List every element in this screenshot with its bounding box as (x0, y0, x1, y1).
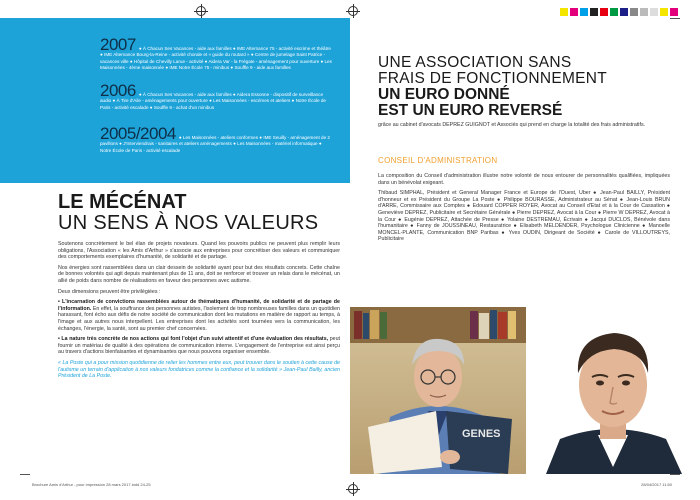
title-line: UNE ASSOCIATION SANS (378, 54, 572, 71)
registration-mark-left (196, 6, 206, 16)
timeline-text: ● Les Maisonnées - ateliers conformes ● IME Seuilly - aménagement de 2 pavillons ● J'Interviendrais - sanitaires et ateliers aménagements ● Les Maisonnées - matériel informatique ● Notre École de Paris - activité escalade (100, 135, 330, 153)
conseil-body (378, 173, 670, 247)
mecenat-body (58, 241, 340, 384)
bullet-text: peut fournir un matériau de qualité à des opérations de communication interne. L'engagement de l'entreprise est ainsi perçu au travers d'actions bienfaisantes et dynamisantes que nous pouvons organiser ensemble. (58, 336, 340, 356)
quote-la-poste: « La Poste qui a pour mission quotidienne de relier les hommes entre eux, peut trouver dans le soutien à cette cause de l'autisme un terrain d'application à nos valeurs fondatrices comme la confiance et la solidarité » Jean-Paul Bailly, ancien Président de La Poste. (58, 359, 340, 380)
footer-timestamp: 28/04/2017 11:50 (641, 482, 672, 487)
mecenat-title (58, 192, 338, 234)
association-title (378, 55, 678, 129)
timeline-year: 2006 (100, 81, 136, 100)
timeline-year: 2005/2004 (100, 124, 176, 143)
board-members-list: Thibaud SIMPHAL, Président et General Manager France et Europe de l'Ouest, Uber ● Jean-Paul BAILLY, Président d'honneur et ex Président du Groupe La Poste ● Philippe BOURASSE, Administrateur au Sénat ● Jean-Louis BRUN d'ARRE, Commissaire aux Comptes ● Edouard COPPER ROYER, Avocat au Conseil d'Etat et à la Cour de Cassation ● Geneviève DEPREZ, Publicitaire et Secrétaire Générale ● Pierre DEPREZ, Avocat à la Cour ● Pierre W DEPREZ, Avocat à la Cour ● Eugénie DEPREZ, Attachée de Presse ● Yolaine DESTREMAU, Écrivain ● Jacqui DUCLOS, Bénévole dans l'humanitaire ● Fanny de JOUSSINEAU, Restauratrice ● Elisabeth MELDENDER, Psychologue Clinicienne ● Manoelle MONCEL-PLANTE, Communication BNP Paribas ● Yves OUDIN, Dirigeant de Société ● Carole de VILLOUTREYS, Publicitaire (378, 190, 670, 243)
title-subtitle: grâce au cabinet d'avocats DEPREZ GUIGNOT et Associés qui prend en charge la totalité des frais administratifs. (378, 122, 646, 128)
title-bold-line: LE MÉCÉNAT (58, 191, 187, 213)
photo-reading-man (350, 307, 526, 474)
photo-portrait-man (526, 307, 700, 474)
title-bold-line: UN EURO DONNÉ (378, 86, 510, 103)
print-footer (32, 482, 672, 487)
timeline-entry (100, 35, 332, 72)
bullet-paragraph (58, 336, 340, 356)
paragraph: Deux dimensions peuvent être privilégiées : (58, 288, 161, 295)
title-bold-line: EST UN EURO REVERSÉ (378, 102, 563, 119)
bullet-text: En effet, la souffrance des personnes autistes, l'isolement de trop nombreuses familles dans un quotidien harassant, font écho aux défis de notre société de communication dont les mutations en matière de rapport au temps, à l'image et aux autres nous interpellent. Les entreprises dont les activités sont tournées vers la communication, les échanges, l'énergie, la santé, sont au premier chef concernées. (58, 305, 340, 332)
paragraph: Nos énergies sont rassemblées dans un clair dessein de solidarité ayant pour but des résultats concrets. Cette chaîne de bonnes volontés qui agit depuis maintenant plus de 11 ans, doit se renforcer et trouver un relais dans le mécénat, un allié de poids dans nombre de réalisations en faveur des personnes avec autisme. (58, 264, 340, 284)
timeline-entry (100, 81, 332, 111)
timeline-year: 2007 (100, 35, 136, 54)
bullet-heading: • La nature très concrète de nos actions qui font l'objet d'un suivi attentif et d'une évaluation des résultats, (58, 336, 329, 343)
footer-filename: Brochure Amis d'Arthur - pour impression 28 mars 2017.indd 24-25 (32, 482, 151, 487)
title-line: FRAIS DE FONCTIONNEMENT (378, 70, 608, 87)
section-heading-conseil: CONSEIL D'ADMINISTRATION (378, 156, 498, 165)
crop-mark (20, 474, 30, 475)
registration-mark-right (348, 6, 358, 16)
timeline-text: ● À Chacun Ses Vacances - aide aux familles ● IME Alternance 75 - activité escrime et théâtre ● IME Alternance Bourg-la-Reine - activité chorale et « guide du routard » ● Centre de jumelage Saint Patrice - vacances ville ● Hôpital de Chevilly Larue - activité ● Aidera Var - la Frégate - aménagement pour ouverture ● Les Maisonnées - 4ème maisonnée ● IME Notre École 75 - minibus ● Souffle 9 - aide aux familles (100, 46, 332, 71)
bullet-heading: • L'incarnation de convictions rassemblées autour de thématiques d'humanité, de solidarité et de partage de l'information. (58, 299, 340, 312)
timeline-entry (100, 124, 332, 154)
timeline-text: ● À Chacun Ses Vacances - aide aux familles ● Aidera Essonne - dispositif de surveillance audio ● À Tire d'Aile - aménagements pour ouverture ● Les Maisonnées - escrimes et ateliers ● Notre École de Paris - activité escalade ● Souffle 9 - achat d'un minibus (100, 92, 326, 110)
bullet-paragraph (58, 299, 340, 332)
book-title: GENES (462, 428, 501, 440)
timeline-panel (0, 18, 350, 183)
title-light-line: UN SENS À NOS VALEURS (58, 212, 319, 234)
crop-mark (670, 18, 680, 19)
paragraph: La composition du Conseil d'administration illustre notre volonté de nous entourer de personnalités qualifiées, impliquées dans un bénévolat exigeant. (378, 173, 670, 186)
crop-mark (670, 474, 680, 475)
paragraph: Soutenons concrètement le bel élan de projets novateurs. Quand les pouvoirs publics ne peuvent plus remplir leurs obligations, l'Association « les Amis d'Arthur » s'associe aux entreprises pour concrétiser des valeurs et communiquer des comportements exemplaires d'humanité, de solidarité et de partage. (58, 241, 340, 261)
color-bar (560, 8, 678, 16)
